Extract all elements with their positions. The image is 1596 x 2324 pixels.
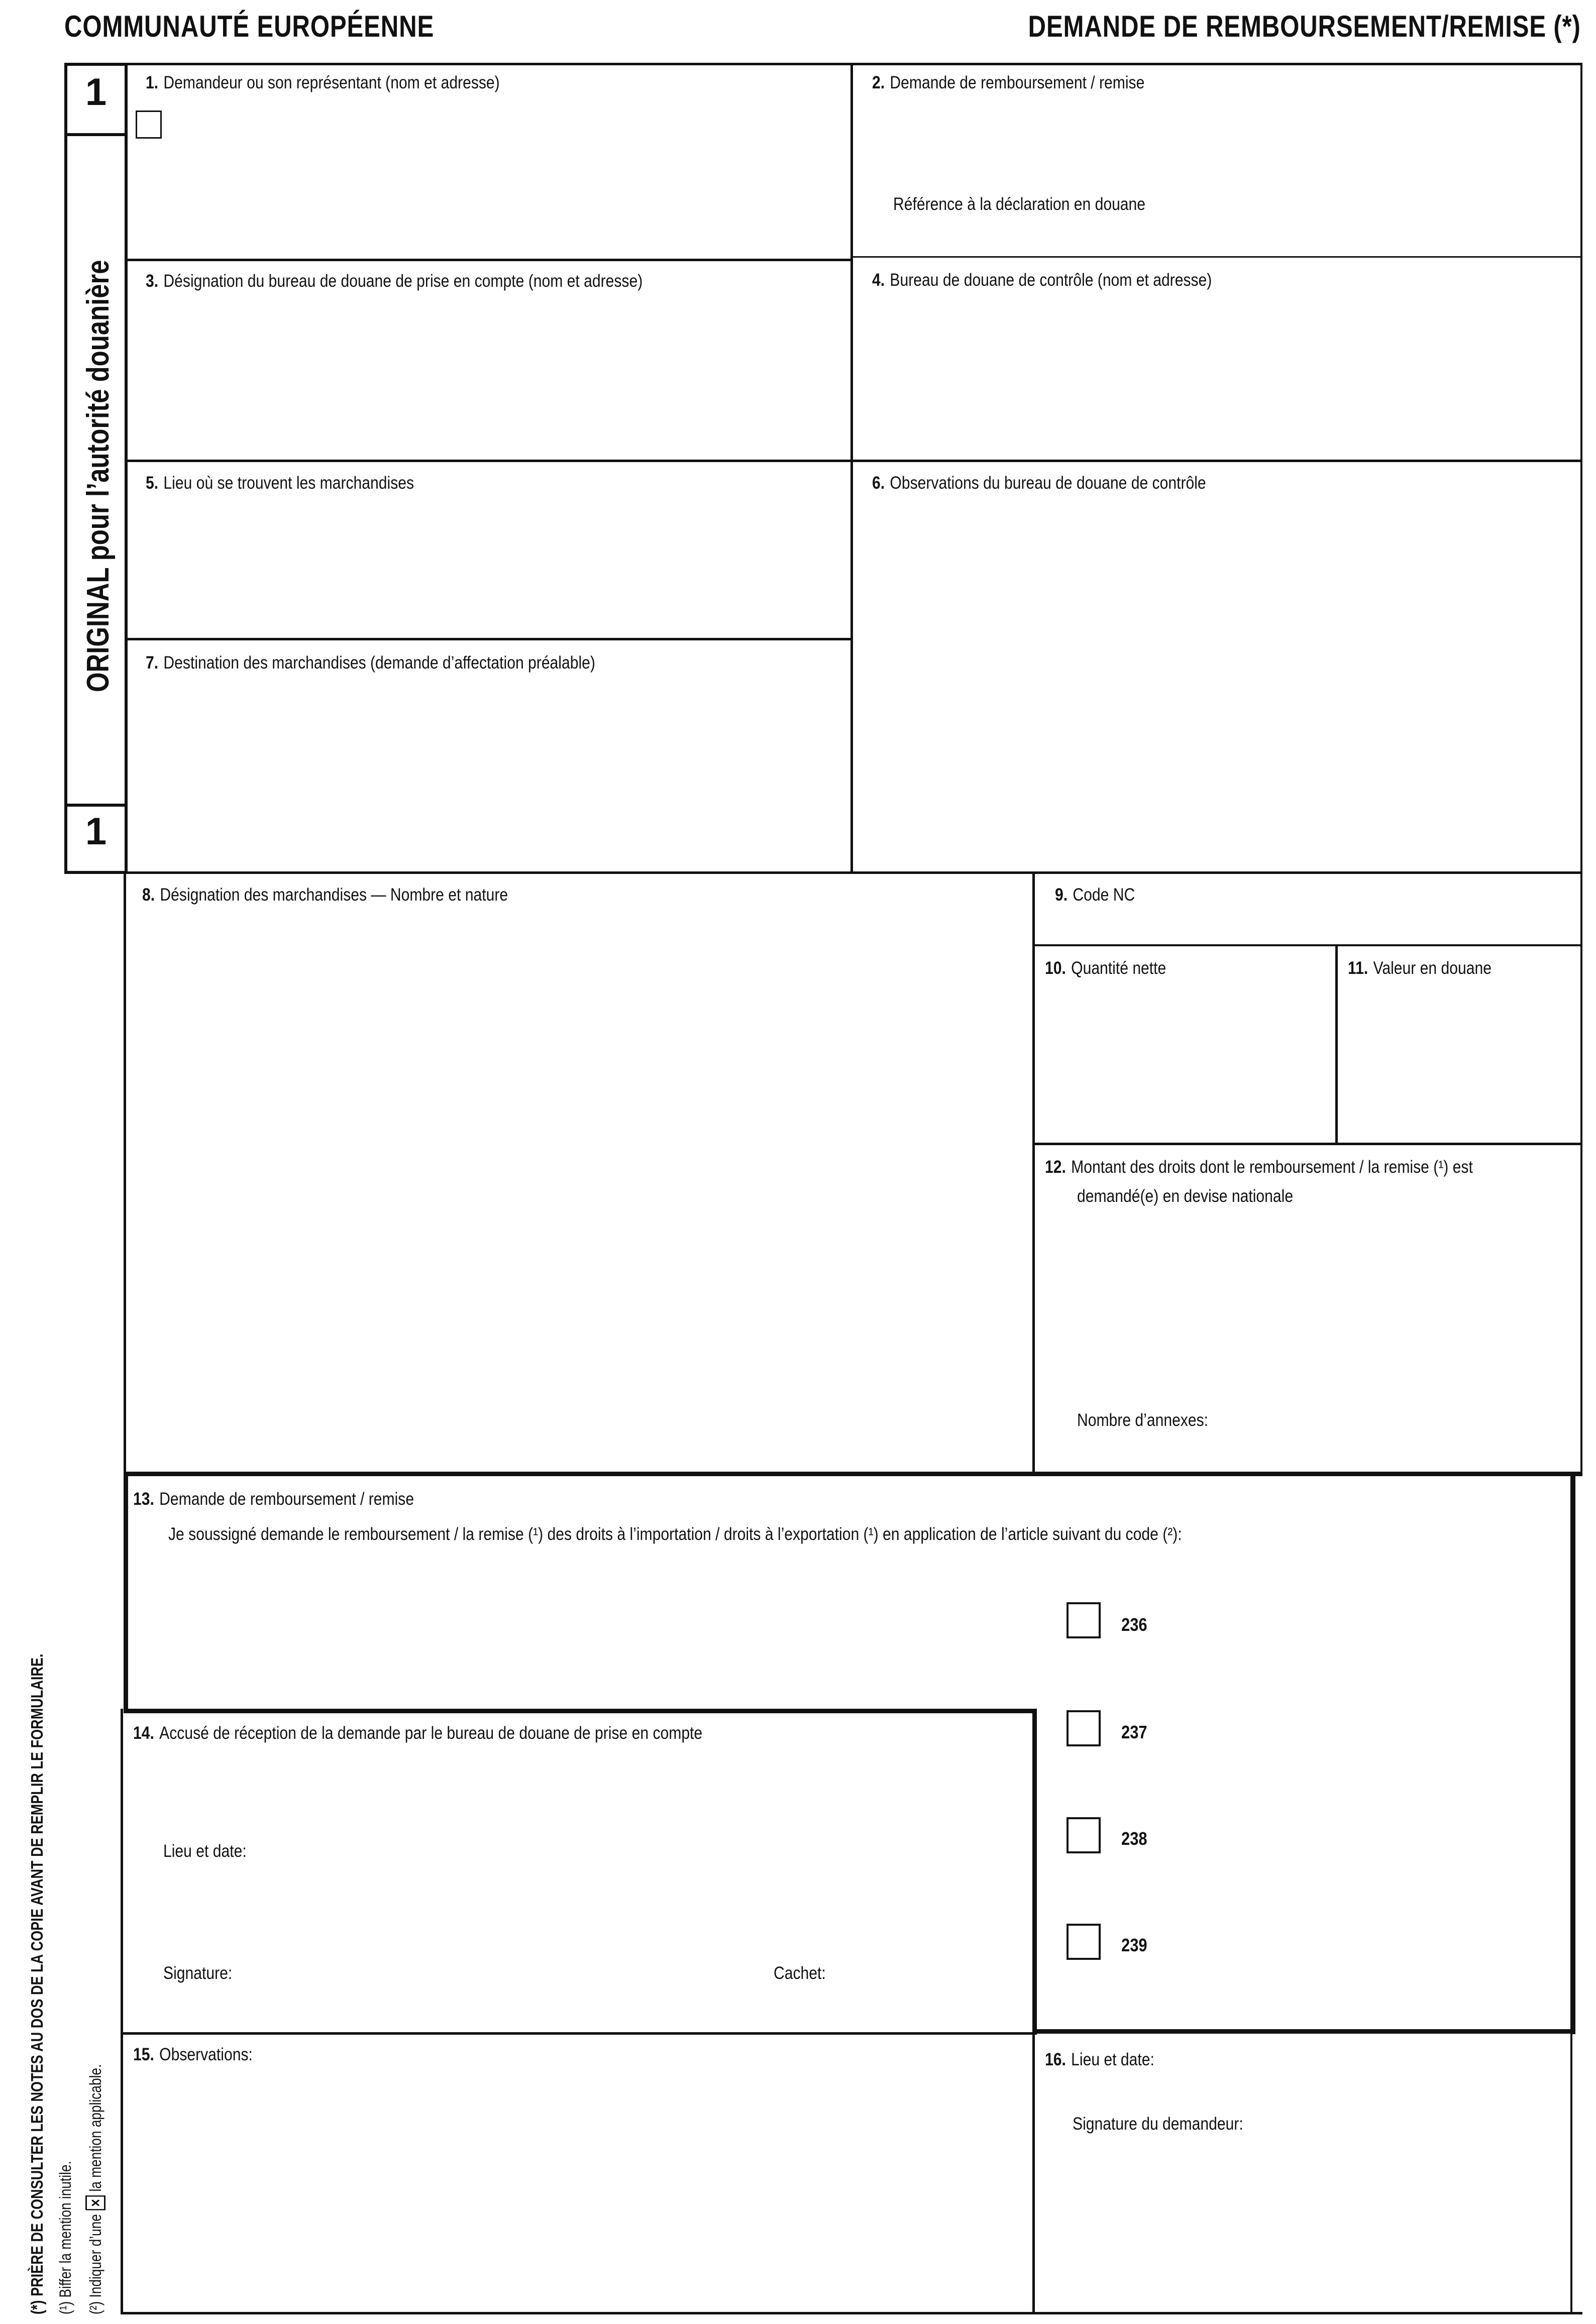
field-14-place-date: Lieu et date: bbox=[163, 1841, 247, 1861]
field-14-signature: Signature: bbox=[163, 1963, 233, 1983]
field-2-declaration-reference: Référence à la déclaration en douane bbox=[893, 194, 1146, 214]
field-10-net-quantity[interactable] bbox=[1035, 946, 1335, 1143]
field-15-label: 15. Observations: bbox=[133, 2045, 253, 2064]
field-9-label: 9. Code NC bbox=[1055, 885, 1135, 905]
article-239-label: 239 bbox=[1121, 1935, 1147, 1955]
copy-number-top: 1 bbox=[85, 71, 107, 114]
field-14-acknowledgement[interactable] bbox=[123, 1713, 1032, 2032]
field-7-goods-destination[interactable] bbox=[126, 640, 850, 871]
field-4-supervising-office[interactable] bbox=[853, 258, 1580, 460]
field-16-applicant-signature: Signature du demandeur: bbox=[1073, 2114, 1243, 2134]
article-237-label: 237 bbox=[1121, 1722, 1147, 1742]
field-12-annexes-count: Nombre d’annexes: bbox=[1077, 1410, 1209, 1430]
form-issuer-title: COMMUNAUTÉ EUROPÉENNE bbox=[64, 10, 435, 43]
field-5-label: 5. Lieu où se trouvent les marchandises bbox=[146, 473, 414, 493]
field-12-label-continued: demandé(e) en devise nationale bbox=[1077, 1186, 1294, 1206]
copy-number-bottom: 1 bbox=[85, 810, 107, 853]
field-7-label: 7. Destination des marchandises (demande d’affectation préalable) bbox=[146, 653, 595, 673]
field-1-label: 1. Demandeur ou son représentant (nom et adresse) bbox=[146, 73, 500, 92]
footnote-1: (¹) Biffer la mention inutile. bbox=[56, 2161, 74, 2314]
field-14-stamp: Cachet: bbox=[774, 1963, 826, 1983]
field-4-label: 4. Bureau de douane de contrôle (nom et adresse) bbox=[872, 270, 1212, 290]
copy-label-vertical: ORIGINAL pour l’autorité douanière bbox=[81, 260, 116, 692]
field-8-goods-description[interactable] bbox=[126, 874, 1032, 1472]
field-6-label: 6. Observations du bureau de douane de contrôle bbox=[872, 473, 1206, 493]
field-12-duty-amount[interactable] bbox=[1035, 1145, 1580, 1472]
field-15-observations[interactable] bbox=[123, 2035, 1032, 2312]
field-11-customs-value[interactable] bbox=[1338, 946, 1580, 1143]
field-10-label: 10. Quantité nette bbox=[1045, 958, 1166, 978]
field-6-office-observations[interactable] bbox=[853, 462, 1580, 871]
field-8-label: 8. Désignation des marchandises — Nombre et nature bbox=[142, 885, 508, 905]
article-238-checkbox[interactable] bbox=[1067, 1817, 1101, 1853]
article-237-checkbox[interactable] bbox=[1067, 1710, 1101, 1746]
article-238-label: 238 bbox=[1121, 1828, 1147, 1849]
field-9-cn-code[interactable] bbox=[1035, 874, 1580, 944]
footnote-consult-notes: (*) PRIÈRE DE CONSULTER LES NOTES AU DOS DE LA COPIE AVANT DE REMPLIR LE FORMULAIRE. bbox=[28, 1653, 46, 2314]
field-13-declaration-text: Je soussigné demande le remboursement / la remise (¹) des droits à l’importation / droits à l’exportation (¹) en application de l’article suivant du code (²): bbox=[168, 1524, 1182, 1544]
field-16-place-date-signature[interactable] bbox=[1035, 2034, 1570, 2312]
footnote-2: (²) Indiquer d’une × la mention applicable. bbox=[86, 2064, 104, 2314]
field-3-label: 3. Désignation du bureau de douane de prise en compte (nom et adresse) bbox=[146, 271, 643, 291]
field-3-entry-office[interactable] bbox=[126, 261, 850, 460]
field-1-checkbox[interactable] bbox=[136, 110, 162, 139]
article-236-label: 236 bbox=[1121, 1614, 1147, 1635]
field-14-label: 14. Accusé de réception de la demande par le bureau de douane de prise en compte bbox=[133, 1723, 703, 1743]
field-2-label: 2. Demande de remboursement / remise bbox=[872, 73, 1145, 92]
field-13-request-declaration[interactable] bbox=[128, 1476, 1570, 1709]
field-2-request[interactable] bbox=[853, 63, 1580, 256]
article-239-checkbox[interactable] bbox=[1067, 1924, 1101, 1960]
form-title: DEMANDE DE REMBOURSEMENT/REMISE (*) bbox=[1028, 10, 1581, 43]
article-236-checkbox[interactable] bbox=[1067, 1602, 1101, 1638]
field-16-label: 16. Lieu et date: bbox=[1045, 2050, 1154, 2069]
field-11-label: 11. Valeur en douane bbox=[1348, 958, 1492, 978]
field-1-applicant[interactable] bbox=[126, 63, 850, 259]
field-13-label: 13. Demande de remboursement / remise bbox=[133, 1489, 414, 1509]
field-5-goods-location[interactable] bbox=[126, 462, 850, 638]
field-12-label: 12. Montant des droits dont le remboursement / la remise (¹) est bbox=[1045, 1157, 1473, 1177]
check-mark-icon: × bbox=[85, 2195, 105, 2210]
